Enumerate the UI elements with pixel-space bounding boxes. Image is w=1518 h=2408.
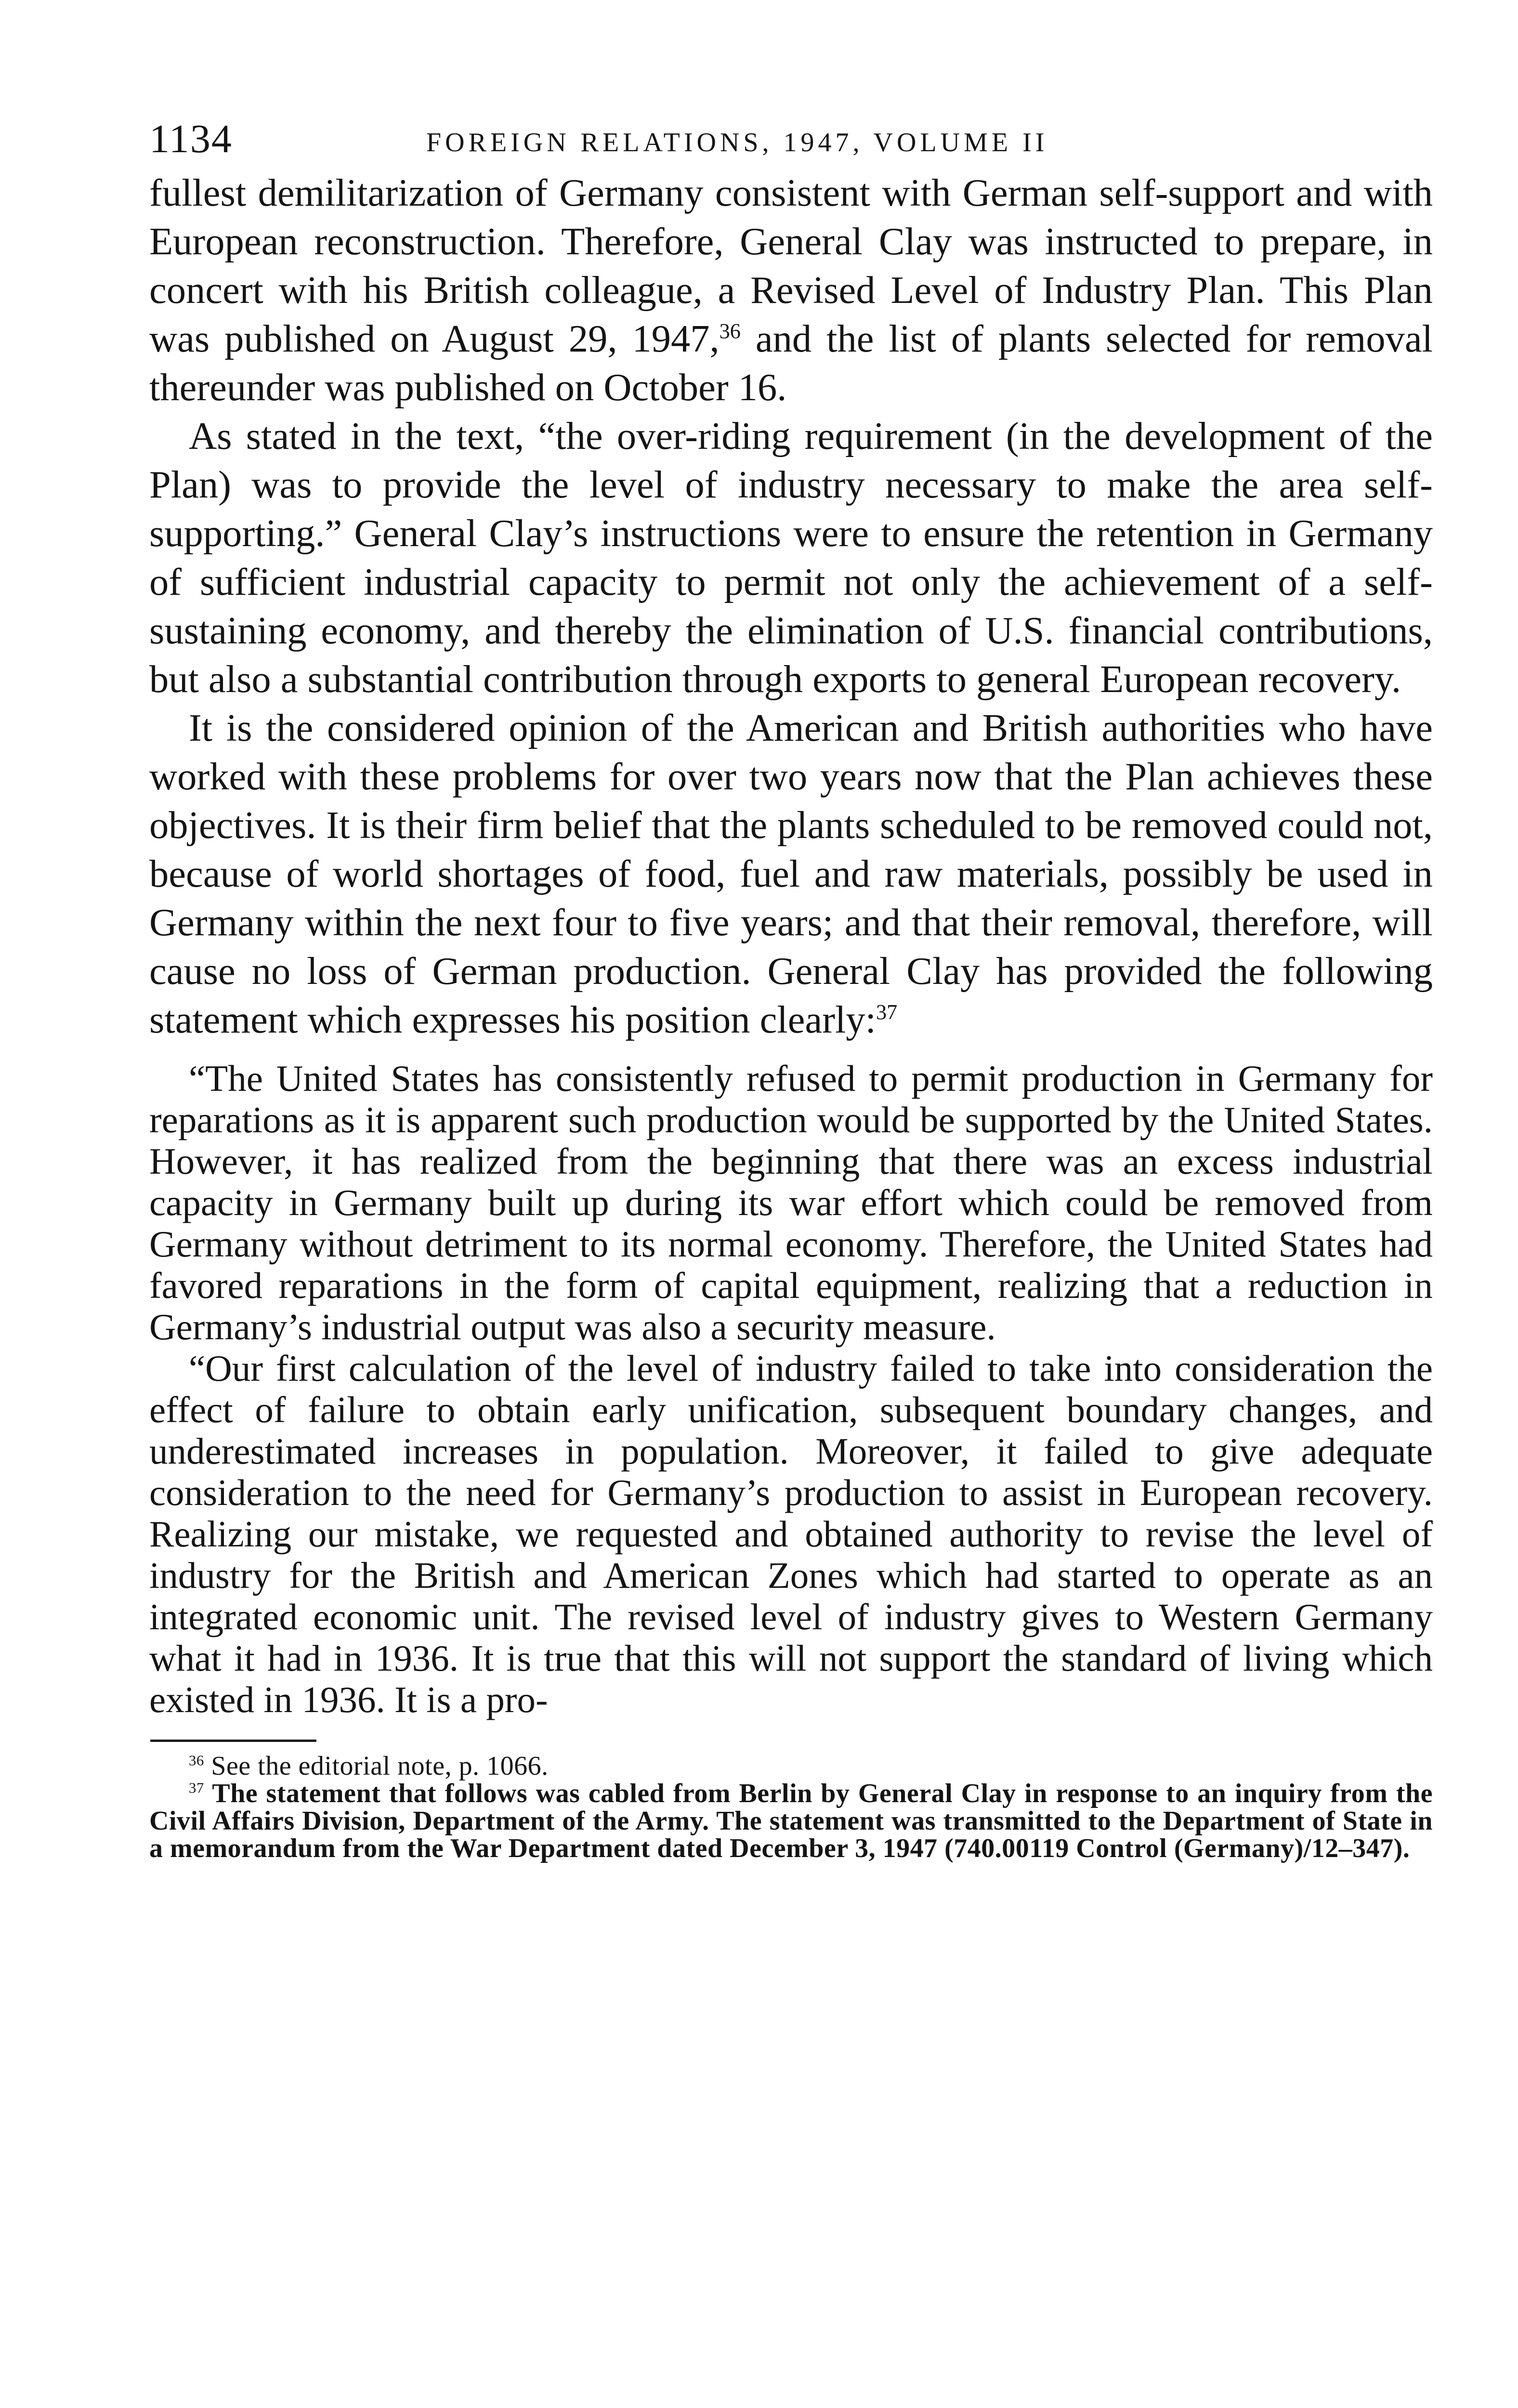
quote-paragraph-2: “Our first calculation of the level of industry failed to take into consideration the effect of failure to obtain early unification, subsequent boundary changes, and underestimated increases in population. Moreover, it failed to give adequate consideration to the need for Germany’s production to assist in European recovery. Realizing our mistake, we requested and obtained authority to revise the level of industry for the British and American Zones which had started to operate as an integrated economic unit. The revised level of industry gives to Western Germany what it had in 1936. It is true that this will not support the standard of living which existed in 1936. It is a pro-	[149, 1348, 1433, 1720]
footnote-36	[149, 1753, 1433, 1780]
paragraph-1	[149, 169, 1433, 412]
footnote-ref-37[interactable]: 37	[876, 1000, 898, 1024]
footnote-36-text: See the editorial note, p. 1066.	[204, 1751, 549, 1781]
footnote-divider	[150, 1740, 316, 1742]
paragraph-1-tail: and the list of plants selected for removal thereunder was published on October 16.	[149, 317, 1433, 409]
paragraph-3	[149, 704, 1433, 1044]
quote-paragraph-1: “The United States has consistently refused to permit production in Germany for reparations as it is apparent such production would be supported by the United States. However, it has realized from the beginning that there was an excess industrial capacity in Germany built up during its war effort which could be removed from Germany without detriment to its normal economy. Therefore, the United States had favored reparations in the form of capital equipment, realizing that a reduction in Germany’s industrial output was also a security measure.	[149, 1058, 1433, 1348]
footnote-ref-36[interactable]: 36	[719, 319, 741, 343]
body-text	[149, 169, 1433, 1044]
running-head: FOREIGN RELATIONS, 1947, VOLUME II	[426, 128, 1048, 157]
page-number: 1134	[149, 117, 233, 161]
block-quote	[149, 1058, 1433, 1720]
footnote-37	[149, 1780, 1433, 1862]
paragraph-1-text: fullest demilitarization of Germany consistent with German self-support and with European reconstruction. Therefore, General Clay was instructed to prepare, in concert with his British colleague, a Revised Level of Industry Plan. This Plan was published on August 29, 1947,	[149, 171, 1433, 360]
paragraph-2: As stated in the text, “the over-riding requirement (in the development of the Plan) was to provide the level of industry necessary to make the area self-supporting.” General Clay’s instructions were to ensure the retention in Germany of sufficient industrial capacity to permit not only the achievement of a self-sustaining economy, and thereby the elimination of U.S. financial contributions, but also a substantial contribution through exports to general European recovery.	[149, 415, 1433, 701]
footnote-37-text: The statement that follows was cabled from Berlin by General Clay in response to an inquiry from the Civil Affairs Division, Department of the Army. The statement was transmitted to the Department of State in a memorandum from the War Department dated December 3, 1947 (740.00119 Control (Germany)/12–347).	[149, 1779, 1433, 1863]
footnote-37-mark: 37	[189, 1780, 204, 1796]
footnote-36-mark: 36	[189, 1752, 204, 1769]
document-page	[149, 116, 1433, 2408]
page-header	[149, 116, 1433, 169]
footnotes	[149, 1753, 1433, 1862]
paragraph-3-text: It is the considered opinion of the American and British authorities who have worked with these problems for over two years now that the Plan achieves these objectives. It is their firm belief that the plants scheduled to be removed could not, because of world shortages of food, fuel and raw materials, possibly be used in Germany within the next four to five years; and that their removal, therefore, will cause no loss of German production. General Clay has provided the following statement which expresses his position clearly:	[149, 707, 1433, 1041]
